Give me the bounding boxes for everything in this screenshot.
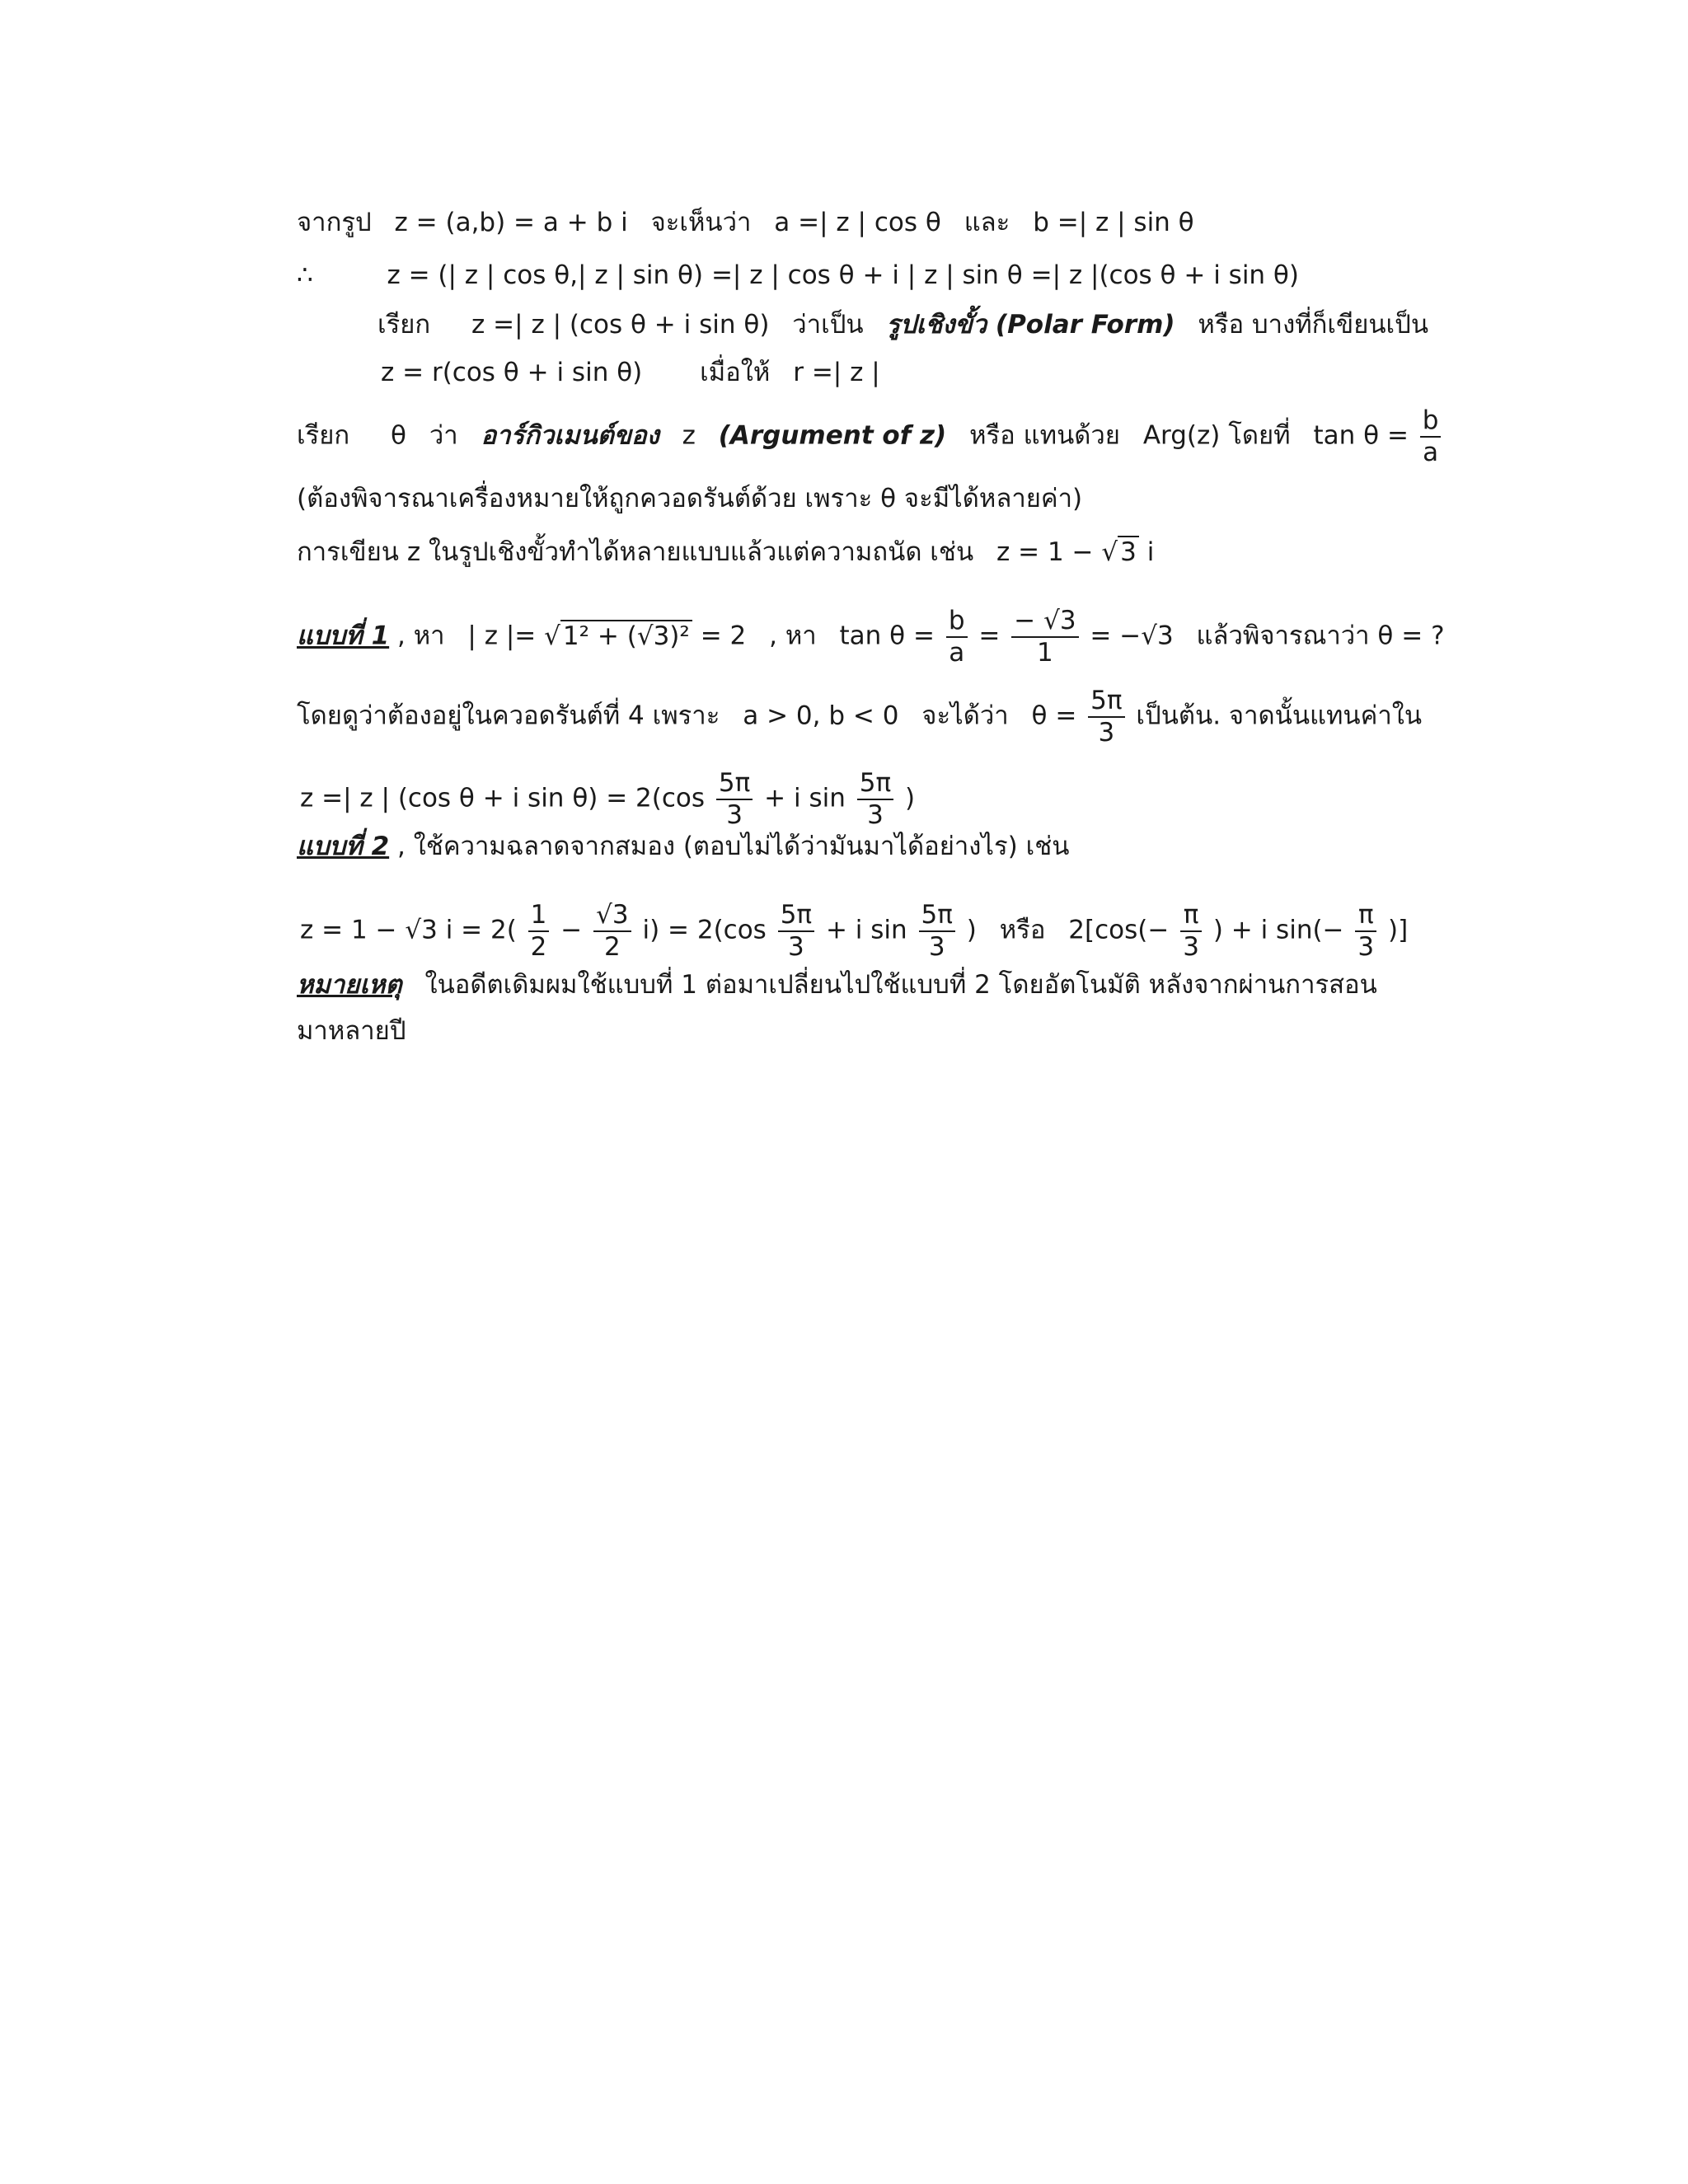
text: เป็นต้น. จาดนั้นแทนค่าใน bbox=[1136, 701, 1423, 731]
text: ในอดีตเดิมผมใช้แบบที่ 1 ต่อมาเปลี่ยนไปใช้แบบที่ 2 โดยอัตโนมัติ หลังจากผ่านการสอน bbox=[424, 970, 1377, 1000]
numerator: √3 bbox=[593, 902, 631, 932]
text: , หา bbox=[397, 621, 445, 651]
math-quadrant-condition: a > 0, b < 0 bbox=[743, 701, 899, 731]
math-arg: Arg(z) bbox=[1142, 420, 1221, 451]
radicand: 3 bbox=[1118, 536, 1139, 567]
math-substitution: z =| z | (cos θ + i sin θ) = 2(cos bbox=[300, 783, 706, 813]
denominator: 3 bbox=[726, 800, 743, 830]
numerator: b bbox=[946, 608, 968, 638]
sqrt-modulus: √1² + (√3)² bbox=[544, 620, 692, 653]
math-r-form: z = r(cos θ + i sin θ) bbox=[381, 358, 643, 387]
text: เรียก bbox=[377, 310, 431, 340]
numerator: 1 bbox=[528, 902, 550, 932]
math-theta: θ bbox=[391, 420, 407, 451]
numerator: 5π bbox=[1088, 688, 1124, 718]
line-2 bbox=[297, 259, 1299, 292]
numerator: 5π bbox=[778, 902, 814, 932]
math-polar-derivation: z = (| z | cos θ,| z | sin θ) =| z | cos θ + i | z | sin θ =| z |(cos θ + i sin θ) bbox=[387, 260, 1299, 290]
fraction-sqrt3-over-2 bbox=[593, 902, 631, 960]
label-method-2: แบบที่ 2 bbox=[297, 832, 390, 861]
math-close-paren: ) bbox=[904, 783, 916, 813]
math-close-bracket: )] bbox=[1388, 915, 1409, 945]
text: โดยที่ bbox=[1228, 420, 1291, 451]
denominator: a bbox=[1423, 438, 1439, 467]
term-argument-thai: อาร์กิวเมนต์ของ bbox=[481, 420, 659, 451]
math-r-definition: r =| z | bbox=[793, 358, 880, 387]
text: มาหลายปี bbox=[297, 1016, 406, 1046]
math-z-definition: z = (a,b) = a + b i bbox=[394, 208, 628, 237]
fraction-5pi-over-3 bbox=[716, 768, 753, 830]
text: และ bbox=[964, 208, 1010, 237]
math-i: i bbox=[1146, 537, 1155, 567]
fraction-pi-over-3 bbox=[1180, 902, 1202, 960]
text: เมื่อให้ bbox=[700, 358, 771, 387]
line-11 bbox=[297, 830, 1069, 863]
fraction-5pi-over-3 bbox=[857, 768, 893, 830]
therefore-symbol: ∴ bbox=[297, 260, 313, 290]
math-plus-i-sin: + i sin bbox=[764, 783, 846, 813]
fraction-neg-sqrt3-over-1 bbox=[1011, 608, 1078, 666]
numerator: − √3 bbox=[1011, 608, 1078, 638]
math-equals-2: = 2 bbox=[700, 621, 747, 651]
math-plus-i-sin-neg: ) + i sin(− bbox=[1212, 915, 1344, 945]
line-3 bbox=[377, 308, 1428, 341]
math-theta-equals: θ = bbox=[1031, 701, 1077, 731]
text: เรียก bbox=[297, 420, 350, 451]
text: จากรูป bbox=[297, 208, 372, 237]
denominator: 3 bbox=[1357, 932, 1375, 962]
line-9 bbox=[297, 688, 1422, 746]
fraction-b-over-a bbox=[1420, 405, 1442, 467]
denominator: 3 bbox=[788, 932, 804, 962]
denominator: 3 bbox=[1098, 718, 1115, 748]
math-equals-2cos: i) = 2(cos bbox=[642, 915, 767, 945]
numerator: 5π bbox=[857, 771, 893, 800]
text: ว่าเป็น bbox=[792, 310, 864, 340]
fraction-pi-over-3 bbox=[1355, 902, 1376, 960]
denominator: 3 bbox=[867, 800, 884, 830]
line-10 bbox=[300, 768, 916, 830]
math-b-equation: b =| z | sin θ bbox=[1033, 208, 1194, 237]
math-neg-sqrt3: = −√3 bbox=[1090, 621, 1174, 651]
text: , หา bbox=[769, 621, 817, 651]
denominator: 1 bbox=[1037, 638, 1053, 668]
math-modulus: | z |= bbox=[467, 621, 537, 651]
line-14 bbox=[297, 1015, 406, 1047]
term-argument-english: (Argument of z) bbox=[718, 420, 947, 451]
fraction-1-over-2 bbox=[528, 902, 550, 960]
label-note: หมายเหตุ bbox=[297, 970, 402, 1000]
text: การเขียน z ในรูปเชิงขั้วทำได้หลายแบบแล้วแต่ความถนัด เช่น bbox=[297, 537, 974, 567]
label-method-1: แบบที่ 1 bbox=[297, 621, 390, 651]
math-tan: tan θ = bbox=[839, 621, 935, 651]
math-polar-form: z =| z | (cos θ + i sin θ) bbox=[471, 310, 770, 340]
text: (ต้องพิจารณาเครื่องหมายให้ถูกควอดรันต์ด้วย เพราะ θ จะมีได้หลายค่า) bbox=[297, 484, 1083, 513]
line-6 bbox=[297, 482, 1082, 515]
line-5 bbox=[297, 405, 1444, 467]
numerator: π bbox=[1180, 902, 1202, 932]
line-13 bbox=[297, 968, 1377, 1001]
line-8 bbox=[297, 608, 1445, 666]
text: , ใช้ความฉลาดจากสมอง (ตอบไม่ได้ว่ามันมาได้อย่างไร) เช่น bbox=[397, 832, 1070, 861]
line-4 bbox=[381, 356, 880, 389]
fraction-5pi-over-3 bbox=[1088, 688, 1124, 746]
numerator: 5π bbox=[716, 771, 753, 800]
fraction-b-over-a bbox=[946, 608, 968, 666]
radicand: 1² + (√3)² bbox=[560, 620, 692, 651]
math-minus: − bbox=[560, 915, 583, 945]
math-tan: tan θ = bbox=[1313, 420, 1409, 451]
term-polar-form: รูปเชิงขั้ว (Polar Form) bbox=[886, 310, 1175, 340]
denominator: 3 bbox=[928, 932, 945, 962]
numerator: 5π bbox=[919, 902, 955, 932]
math-z-rewrite: z = 1 − √3 i = 2( bbox=[300, 915, 517, 945]
numerator: b bbox=[1420, 408, 1442, 438]
fraction-5pi-over-3 bbox=[778, 902, 814, 960]
denominator: 2 bbox=[603, 932, 621, 962]
sqrt-3: √3 bbox=[1101, 536, 1139, 569]
text: หรือ แทนด้วย bbox=[969, 420, 1120, 451]
math-z: z bbox=[682, 420, 696, 451]
text: หรือ บางที่ก็เขียนเป็น bbox=[1198, 310, 1429, 340]
text: โดยดูว่าต้องอยู่ในควอดรันต์ที่ 4 เพราะ bbox=[297, 701, 720, 731]
numerator: π bbox=[1355, 902, 1376, 932]
text: หรือ bbox=[999, 915, 1046, 945]
fraction-5pi-over-3 bbox=[919, 902, 955, 960]
math-equals: = bbox=[978, 621, 1001, 651]
text: จะได้ว่า bbox=[921, 701, 1009, 731]
math-z-example: z = 1 − bbox=[996, 537, 1094, 567]
line-1 bbox=[297, 206, 1194, 239]
text: ว่า bbox=[429, 420, 458, 451]
text: จะเห็นว่า bbox=[650, 208, 752, 237]
denominator: a bbox=[949, 638, 965, 668]
math-close-paren: ) bbox=[966, 915, 977, 945]
math-plus-i-sin: + i sin bbox=[825, 915, 907, 945]
math-a-equation: a =| z | cos θ bbox=[774, 208, 941, 237]
denominator: 3 bbox=[1183, 932, 1199, 962]
denominator: 2 bbox=[530, 932, 547, 962]
line-7 bbox=[297, 536, 1154, 569]
text: แล้วพิจารณาว่า θ = ? bbox=[1196, 621, 1445, 651]
math-2-cos-neg: 2[cos(− bbox=[1068, 915, 1170, 945]
line-12 bbox=[300, 902, 1408, 960]
